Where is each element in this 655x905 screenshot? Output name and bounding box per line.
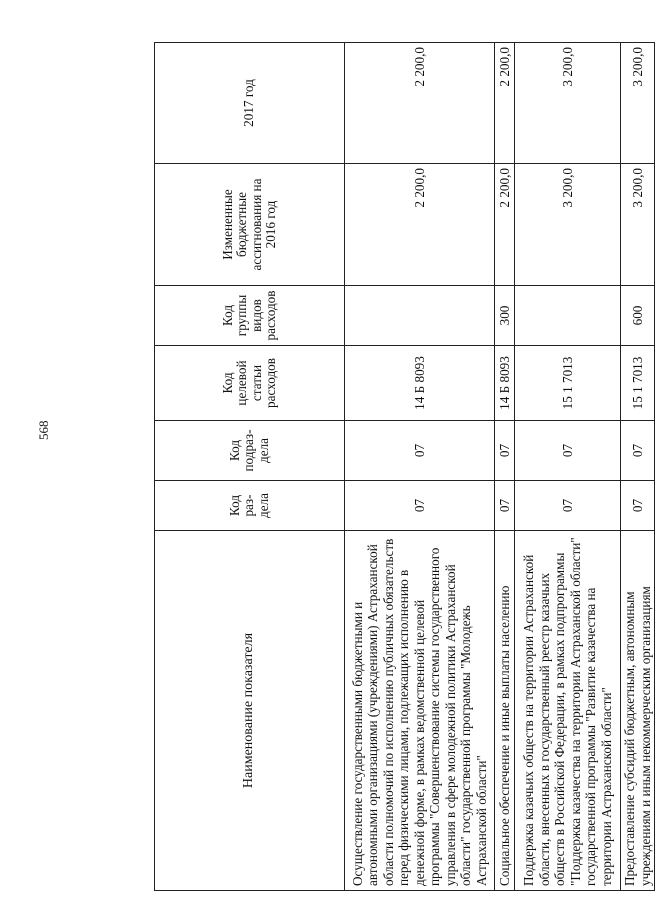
row-name: Осуществление государственными бюджетными и автономными организациями (учреждениями) Астраханской области полномочий по исполнению публичных обязательств перед физическими лицами, подлежащих исполнению в денежной форме, в рамках ведомственной целевой программы "Совершенствование системы государственного управления в сфере молодежной политики Астраханской области" государственной программы "Молодежь Астраханской области" xyxy=(345,531,495,891)
table-row xyxy=(515,43,621,891)
row-2017: 2 200,0 xyxy=(495,43,515,164)
row-amended-2016: 3 200,0 xyxy=(621,164,655,286)
header-2017: 2017 год xyxy=(155,43,345,164)
header-razdel: Код раз-дела xyxy=(155,481,345,531)
rotated-table-container xyxy=(154,43,653,891)
row-podrazdel: 07 xyxy=(345,421,495,481)
row-csr: 15 1 7013 xyxy=(515,346,621,421)
row-name: Предоставление субсидий бюджетным, автономным учреждениям и иным некоммерческим организациям xyxy=(621,531,655,891)
row-amended-2016: 3 200,0 xyxy=(515,164,621,286)
row-vr xyxy=(345,286,495,346)
table-row xyxy=(345,43,495,891)
table-row xyxy=(621,43,655,891)
header-name: Наименование показателя xyxy=(155,531,345,891)
page-number: 568 xyxy=(36,420,51,440)
row-2017: 3 200,0 xyxy=(515,43,621,164)
row-amended-2016: 2 200,0 xyxy=(495,164,515,286)
row-name: Социальное обеспечение и иные выплаты населению xyxy=(495,531,515,891)
row-amended-2016: 2 200,0 xyxy=(345,164,495,286)
row-2017: 2 200,0 xyxy=(345,43,495,164)
row-razdel: 07 xyxy=(495,481,515,531)
header-csr: Код целевой статьи расходов xyxy=(155,346,345,421)
header-amended-2016: Измененные бюджетные ассигнования на 2016 год xyxy=(155,164,345,286)
row-csr: 14 Б 8093 xyxy=(495,346,515,421)
header-vr: Код группы видов расходов xyxy=(155,286,345,346)
table-row xyxy=(495,43,515,891)
row-podrazdel: 07 xyxy=(515,421,621,481)
row-2017: 3 200,0 xyxy=(621,43,655,164)
row-razdel: 07 xyxy=(345,481,495,531)
row-podrazdel: 07 xyxy=(621,421,655,481)
row-vr: 300 xyxy=(495,286,515,346)
row-csr: 15 1 7013 xyxy=(621,346,655,421)
budget-table xyxy=(154,42,655,891)
header-podrazdel: Код подраз-дела xyxy=(155,421,345,481)
row-vr: 600 xyxy=(621,286,655,346)
row-name: Поддержка казачьих обществ на территории Астраханской области, внесенных в государственный реестр казачьих обществ в Российской Федерации, в рамках подпрограммы "Поддержка казачества на территории Астраханской области" государственной программы "Развитие казачества на территории Астраханской области" xyxy=(515,531,621,891)
row-razdel: 07 xyxy=(515,481,621,531)
row-vr xyxy=(515,286,621,346)
row-podrazdel: 07 xyxy=(495,421,515,481)
table-header-row xyxy=(155,43,345,891)
row-csr: 14 Б 8093 xyxy=(345,346,495,421)
row-razdel: 07 xyxy=(621,481,655,531)
